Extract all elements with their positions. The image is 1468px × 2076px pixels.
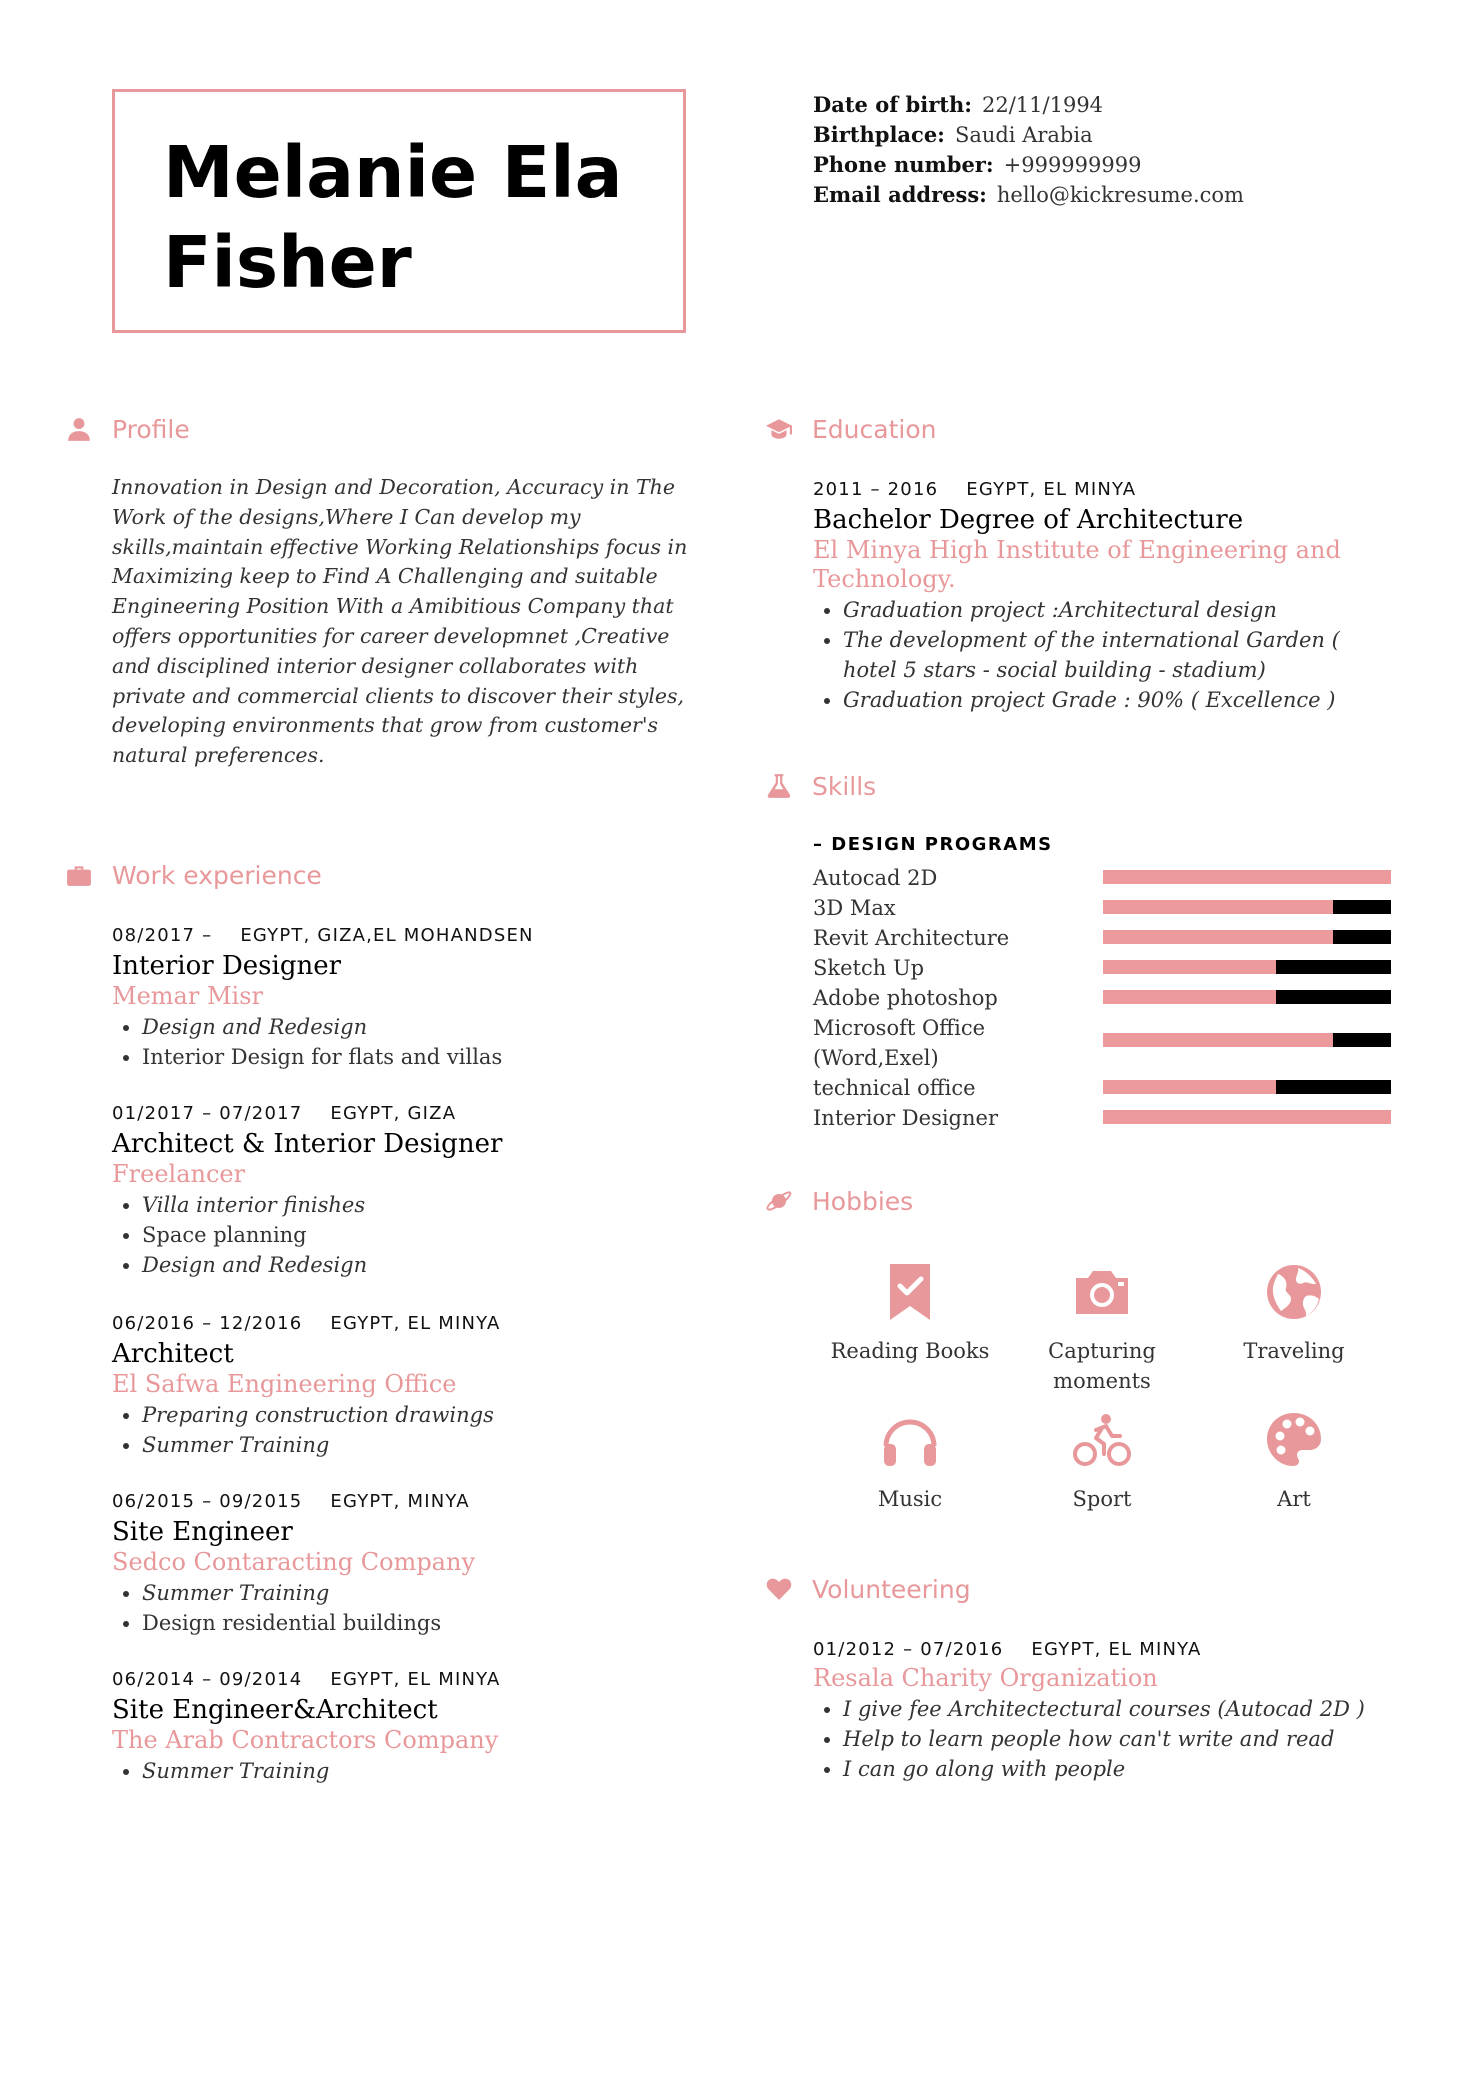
info-value: hello@kickresume.com — [996, 183, 1244, 207]
hobby-reading-books — [815, 1262, 1005, 1366]
work-entry — [112, 1488, 712, 1638]
heart-icon — [764, 1574, 794, 1604]
profile-heading — [64, 414, 190, 444]
bullet-item: • Villa interior finishes — [142, 1190, 712, 1220]
entry-location: EGYPT, EL MINYA — [1031, 1639, 1202, 1660]
entry-organization: The Arab Contractors Company — [112, 1726, 499, 1754]
hobby-label: Reading Books — [830, 1339, 990, 1363]
name-box — [112, 89, 686, 333]
volunteering-heading — [764, 1574, 971, 1604]
entry-location: EGYPT, MINYA — [330, 1491, 470, 1512]
entry-bullets — [112, 1400, 712, 1460]
entry-title: Site Engineer — [112, 1517, 293, 1547]
work-entry — [112, 1666, 712, 1786]
briefcase-icon — [64, 860, 94, 890]
entry-title: Architect & Interior Designer — [112, 1129, 503, 1159]
volunteering-entry — [813, 1636, 1373, 1784]
info-label: Phone number: — [813, 152, 994, 177]
entry-dates: 06/2014 – 09/2014 — [112, 1669, 303, 1690]
planet-icon — [764, 1186, 794, 1216]
bullet-item: • Space planning — [142, 1220, 712, 1250]
section-title: Work experience — [112, 860, 322, 890]
entry-organization: El Safwa Engineering Office — [112, 1370, 457, 1398]
entry-meta — [112, 922, 712, 950]
entry-bullets — [112, 1012, 712, 1072]
bullet-item: • Interior Design for flats and villas — [142, 1042, 712, 1072]
info-label: Date of birth: — [813, 92, 972, 117]
entry-meta — [112, 1100, 712, 1128]
info-value: +999999999 — [1003, 153, 1142, 177]
hobby-label: Music — [877, 1487, 943, 1511]
info-label: Birthplace: — [813, 122, 945, 147]
work-entry — [112, 1100, 712, 1280]
entry-organization: Resala Charity Organization — [813, 1664, 1158, 1692]
hobby-label: Art — [1277, 1487, 1311, 1511]
skill-level-fill — [1103, 1033, 1333, 1047]
work-entry — [112, 1310, 712, 1460]
entry-dates: 08/2017 – — [112, 925, 213, 946]
section-title: Hobbies — [812, 1186, 914, 1216]
entry-title: Interior Designer — [112, 951, 342, 981]
hobby-label: Capturing moments — [1048, 1339, 1156, 1393]
entry-location: EGYPT, EL MINYA — [330, 1313, 501, 1334]
skill-level-fill — [1103, 960, 1276, 974]
hobby-sport — [1007, 1410, 1197, 1514]
skill-name: Sketch Up — [813, 956, 925, 980]
bullet-item: • The development of the international Garden ( hotel 5 stars - social building - stadium) — [843, 625, 1373, 685]
skill-name: Autocad 2D — [813, 866, 938, 890]
entry-dates: 01/2012 – 07/2016 — [813, 1639, 1004, 1660]
bullet-item: • Graduation project Grade : 90% ( Excellence ) — [843, 685, 1373, 715]
entry-dates: 06/2015 – 09/2015 — [112, 1491, 303, 1512]
entry-meta — [813, 1636, 1373, 1664]
bullet-item: • I give fee Architectectural courses (Autocad 2D ) — [843, 1694, 1373, 1724]
section-title: Skills — [812, 771, 877, 801]
bullet-item: • I can go along with people — [843, 1754, 1373, 1784]
section-title: Profile — [112, 414, 190, 444]
user-icon — [64, 414, 94, 444]
bullet-item: • Design and Redesign — [142, 1012, 712, 1042]
entry-title: Architect — [112, 1339, 234, 1369]
entry-organization: Freelancer — [112, 1160, 246, 1188]
skill-name: 3D Max — [813, 896, 896, 920]
skill-name: Microsoft Office (Word,Exel) — [813, 1016, 986, 1070]
graduation-cap-icon — [764, 414, 794, 444]
bullet-item: • Summer Training — [142, 1756, 712, 1786]
bullet-item: • Preparing construction drawings — [142, 1400, 712, 1430]
palette-icon — [1264, 1410, 1324, 1470]
section-title: Volunteering — [812, 1574, 971, 1604]
headphones-icon — [880, 1410, 940, 1470]
work-experience-heading — [64, 860, 322, 890]
skills-heading — [764, 771, 876, 801]
entry-meta — [112, 1310, 712, 1338]
skill-level-fill — [1103, 1110, 1391, 1124]
entry-location: EGYPT, GIZA,EL MOHANDSEN — [240, 925, 534, 946]
hobby-music — [815, 1410, 1005, 1514]
skill-name: Adobe photoshop — [813, 986, 998, 1010]
info-value: 22/11/1994 — [982, 93, 1104, 117]
info-row-birthplace — [813, 120, 1244, 150]
skill-level-fill — [1103, 870, 1391, 884]
entry-location: EGYPT, EL MINYA — [966, 479, 1137, 500]
entry-title: Site Engineer&Architect — [112, 1695, 438, 1725]
entry-meta — [813, 476, 1373, 504]
skill-level-bar — [1103, 930, 1391, 944]
entry-bullets — [813, 1694, 1373, 1784]
skill-level-fill — [1103, 990, 1276, 1004]
skill-level-bar — [1103, 900, 1391, 914]
entry-dates: 01/2017 – 07/2017 — [112, 1103, 303, 1124]
entry-location: EGYPT, EL MINYA — [330, 1669, 501, 1690]
skill-level-bar — [1103, 960, 1391, 974]
info-value: Saudi Arabia — [954, 123, 1093, 147]
skill-level-bar — [1103, 1110, 1391, 1124]
hobby-label: Sport — [1072, 1487, 1132, 1511]
hobby-art — [1199, 1410, 1389, 1514]
bullet-item: • Graduation project :Architectural design — [843, 595, 1373, 625]
entry-bullets — [813, 595, 1373, 715]
full-name: Melanie Ela Fisher — [163, 131, 623, 304]
info-label: Email address: — [813, 182, 987, 207]
skill-name: Revit Architecture — [813, 926, 1010, 950]
camera-icon — [1072, 1262, 1132, 1322]
bullet-item: • Design residential buildings — [142, 1608, 712, 1638]
skill-level-bar — [1103, 1033, 1391, 1047]
info-row-birthdate — [813, 90, 1244, 120]
hobby-label: Traveling — [1243, 1339, 1345, 1363]
entry-bullets — [112, 1578, 712, 1638]
bullet-item: • Summer Training — [142, 1578, 712, 1608]
bookmark-icon — [880, 1262, 940, 1322]
skill-level-bar — [1103, 990, 1391, 1004]
hobby-traveling — [1199, 1262, 1389, 1366]
entry-title: Bachelor Degree of Architecture — [813, 505, 1244, 535]
entry-bullets — [112, 1190, 712, 1280]
profile-text: Innovation in Design and Decoration, Accuracy in The Work of the designs,Where I Can develop my skills,maintain effective Working Relationships focus in Maximizing keep to Find A Challenging and suitable Engineering Position With a Amibitious Company that offers opportunities for career developmnet ,Creative and disciplined interior designer collaborates with private and commercial clients to discover their styles, developing environments that grow from customer's natural preferences. — [112, 475, 688, 768]
entry-location: EGYPT, GIZA — [330, 1103, 457, 1124]
entry-meta — [112, 1666, 712, 1694]
skill-name: Interior Designer — [813, 1106, 998, 1130]
skill-level-fill — [1103, 900, 1333, 914]
personal-info — [813, 90, 1244, 210]
entry-organization: El Minya High Institute of Engineering and Technology. — [813, 536, 1341, 593]
education-heading — [764, 414, 936, 444]
work-entry — [112, 922, 712, 1072]
entry-bullets — [112, 1756, 712, 1786]
info-row-email — [813, 180, 1244, 210]
entry-organization: Sedco Contaracting Company — [112, 1548, 475, 1576]
flask-icon — [764, 771, 794, 801]
hobbies-heading — [764, 1186, 913, 1216]
bicycle-icon — [1072, 1410, 1132, 1470]
entry-organization: Memar Misr — [112, 982, 263, 1010]
bullet-item: • Summer Training — [142, 1430, 712, 1460]
globe-icon — [1264, 1262, 1324, 1322]
info-row-phone — [813, 150, 1244, 180]
skill-level-fill — [1103, 1080, 1276, 1094]
bullet-item: • Design and Redesign — [142, 1250, 712, 1280]
bullet-item: • Help to learn people how can't write and read — [843, 1724, 1373, 1754]
skill-level-bar — [1103, 870, 1391, 884]
skill-name: technical office — [813, 1076, 976, 1100]
entry-meta — [112, 1488, 712, 1516]
section-title: Education — [812, 414, 937, 444]
skills-category: – DESIGN PROGRAMS — [813, 834, 1053, 855]
entry-dates: 06/2016 – 12/2016 — [112, 1313, 303, 1334]
entry-dates: 2011 – 2016 — [813, 479, 939, 500]
skill-level-bar — [1103, 1080, 1391, 1094]
hobby-capturing-moments — [1007, 1262, 1197, 1396]
skill-level-fill — [1103, 930, 1333, 944]
education-entry — [813, 476, 1373, 715]
